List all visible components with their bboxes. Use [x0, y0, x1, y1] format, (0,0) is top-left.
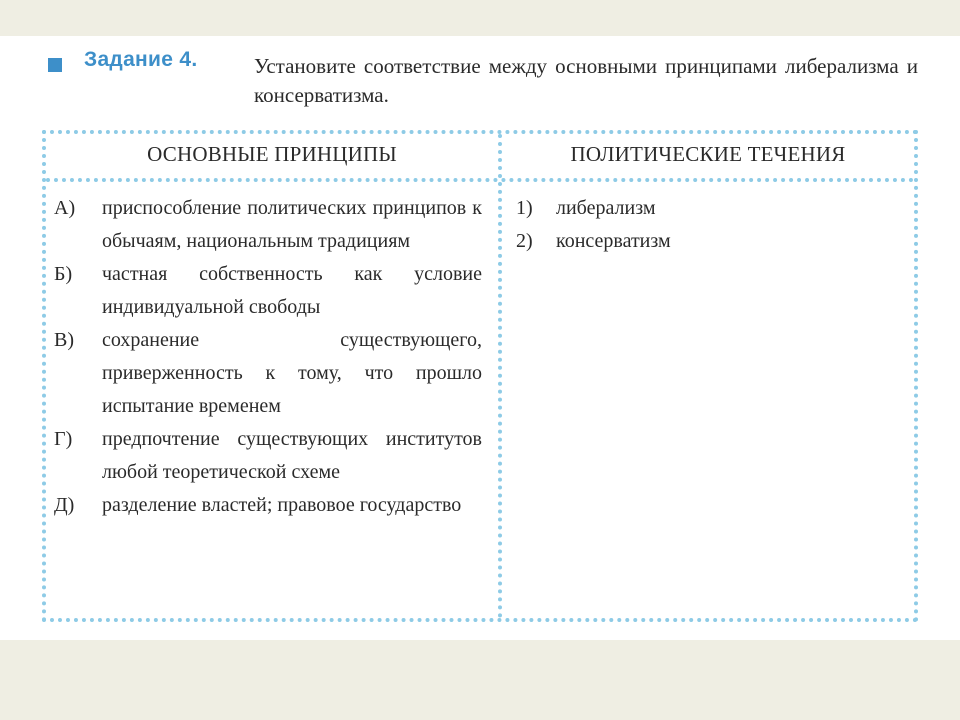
principle-item: [54, 423, 482, 489]
principle-letter: В): [54, 329, 74, 351]
task-label: Задание 4.: [84, 48, 198, 71]
current-item: [516, 192, 896, 225]
principle-item: [54, 489, 482, 522]
principle-item: [54, 192, 482, 258]
header-divider: [46, 178, 914, 182]
left-column-header: ОСНОВНЫЕ ПРИНЦИПЫ: [147, 142, 397, 166]
current-number: 2): [516, 230, 533, 252]
principle-text: сохранение существующего, приверженность к тому, что прошло испытание временем: [102, 329, 482, 417]
principle-text: разделение властей; правовое государство: [102, 494, 462, 516]
current-number: 1): [516, 197, 533, 219]
column-divider: [498, 134, 502, 618]
current-item: [516, 225, 896, 258]
principle-text: частная собственность как условие индивидуальной свободы: [102, 263, 482, 318]
principle-letter: Г): [54, 428, 73, 450]
principle-item: [54, 324, 482, 423]
right-column-header: ПОЛИТИЧЕСКИЕ ТЕЧЕНИЯ: [570, 142, 846, 166]
square-bullet-icon: [48, 58, 62, 72]
current-text: либерализм: [556, 197, 656, 219]
principle-letter: Б): [54, 263, 73, 285]
principle-letter: Д): [54, 494, 75, 516]
matching-table: [42, 130, 918, 622]
principles-list: [54, 192, 482, 522]
principle-text: приспособление политических принципов к обычаям, национальным традициям: [102, 197, 482, 252]
task-header: [46, 48, 926, 118]
principle-letter: А): [54, 197, 76, 219]
current-text: консерватизм: [556, 230, 671, 252]
principle-item: [54, 258, 482, 324]
task-text: Установите соответствие между основными принципами либерализма и консерватизма.: [254, 54, 918, 107]
currents-list: [516, 192, 896, 258]
principle-text: предпочтение существующих институтов любой теоретической схеме: [102, 428, 482, 483]
slide: [0, 36, 960, 640]
